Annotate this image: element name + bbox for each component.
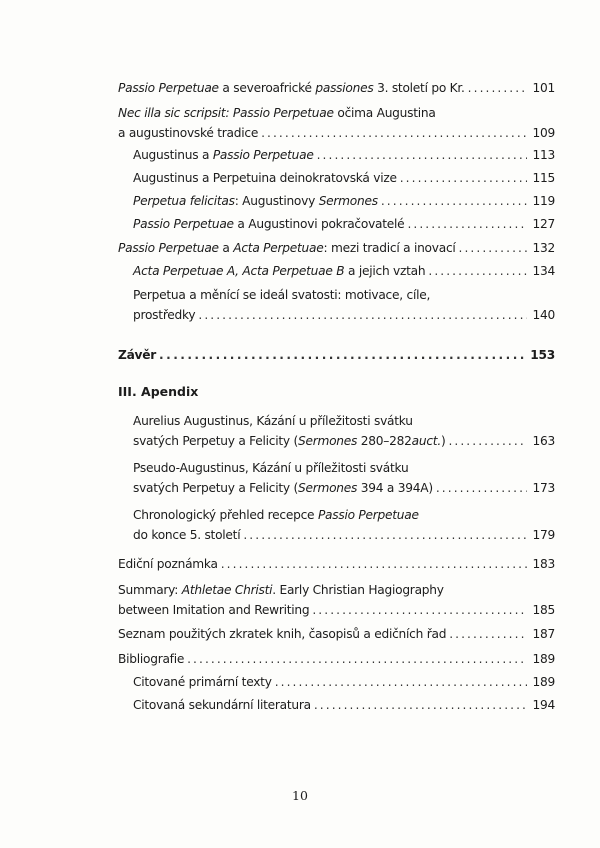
toc-entry-line <box>133 458 555 478</box>
title-segment: between Imitation and Rewriting <box>118 603 310 617</box>
dot-leader <box>275 672 527 692</box>
title-segment: svatých Perpetuy a Felicity ( <box>133 434 298 448</box>
toc-entry-title <box>133 191 378 211</box>
toc-page-number: 179 <box>532 528 555 542</box>
dot-leader <box>314 695 527 715</box>
toc-page-number: 163 <box>532 434 555 448</box>
title-segment: svatých Perpetuy a Felicity ( <box>133 481 298 495</box>
toc-entry-line <box>118 624 555 644</box>
toc-entry-title <box>118 624 446 644</box>
toc-entry-line <box>133 305 555 325</box>
title-segment: a augustinovské tradice <box>118 126 259 140</box>
toc-entry <box>133 458 555 498</box>
dot-leader <box>159 345 526 365</box>
toc-entry-line <box>133 478 555 498</box>
dot-leader <box>261 123 527 143</box>
toc-entry-title <box>133 261 425 281</box>
dot-leader <box>428 261 527 281</box>
title-segment: a Augustinovi pokračovatelé <box>233 217 405 231</box>
toc-entry-line <box>133 285 555 305</box>
toc-page-number: 101 <box>532 81 555 95</box>
toc-entry <box>133 695 555 715</box>
toc-entry-title <box>118 123 258 143</box>
toc-entry-title <box>133 285 430 305</box>
toc-entry-line <box>118 238 555 258</box>
toc-entry-line <box>118 554 555 574</box>
toc-entry <box>118 103 555 143</box>
title-segment: Sermones <box>297 481 358 495</box>
toc-entry-line <box>118 580 555 600</box>
toc-entry-line <box>118 649 555 669</box>
title-segment: Bibliografie <box>118 652 185 666</box>
toc-entry-title <box>118 103 436 123</box>
title-segment: : Augustinovy <box>234 194 319 208</box>
toc-entry-title <box>133 431 445 451</box>
dot-leader <box>449 624 527 644</box>
title-segment: Sermones <box>318 194 378 208</box>
toc-entry-line <box>133 695 555 715</box>
dot-leader <box>381 191 527 211</box>
toc-page-number: 140 <box>532 308 555 322</box>
toc-page-number: 189 <box>532 652 555 666</box>
toc-page-number: 132 <box>532 241 555 255</box>
toc-entry-title <box>133 168 397 188</box>
page-number: 10 <box>292 788 308 803</box>
toc-entry <box>118 580 555 620</box>
toc-page-number: 134 <box>532 264 555 278</box>
dot-leader <box>400 168 527 188</box>
toc-entry <box>133 214 555 234</box>
toc-page-number: 113 <box>532 148 555 162</box>
toc-entry-line <box>133 168 555 188</box>
title-segment: passiones <box>315 81 374 95</box>
toc-entry <box>133 168 555 188</box>
toc-entry-title <box>133 695 311 715</box>
title-segment: Passio Perpetuae <box>118 81 219 95</box>
dot-leader <box>459 238 527 258</box>
section-heading: III. Apendix <box>118 384 199 399</box>
dot-leader <box>187 649 527 669</box>
title-segment: očima Augustina <box>333 106 436 120</box>
dot-leader <box>198 305 527 325</box>
toc-entry-title <box>133 478 433 498</box>
title-segment: Pseudo-Augustinus, Kázání u příležitosti svátku <box>133 461 409 475</box>
toc-entry-title <box>133 411 413 431</box>
toc-entry <box>118 345 555 365</box>
title-segment: Citované primární texty <box>133 675 272 689</box>
title-segment: Závěr <box>118 348 157 362</box>
toc-entry-title <box>133 672 272 692</box>
toc-entry <box>118 78 555 98</box>
toc-entry-title <box>118 580 444 600</box>
title-segment: Seznam použitých zkratek knih, časopisů a edičních řad <box>118 627 447 641</box>
toc-page-number: 153 <box>530 348 555 362</box>
toc-entry <box>133 191 555 211</box>
toc-entry <box>133 411 555 451</box>
title-segment: Summary: <box>118 583 182 597</box>
title-segment: Athletae Christi <box>181 583 273 597</box>
dot-leader <box>436 478 527 498</box>
title-segment: . Early Christian Hagiography <box>272 583 444 597</box>
title-segment: auct. <box>411 434 441 448</box>
title-segment: Passio Perpetuae <box>317 508 419 522</box>
title-segment: Augustinus a Perpetuina deinokratovská vize <box>133 171 397 185</box>
title-segment: Aurelius Augustinus, Kázání u příležitosti svátku <box>133 414 413 428</box>
toc-entry <box>118 624 555 644</box>
toc-entry-line <box>133 672 555 692</box>
toc-entry-title <box>133 214 404 234</box>
toc-entry-line <box>133 191 555 211</box>
toc-page-number: 115 <box>532 171 555 185</box>
toc-entry-title <box>118 345 156 365</box>
dot-leader <box>243 525 527 545</box>
title-segment: ) <box>440 434 446 448</box>
toc-page-number: 119 <box>532 194 555 208</box>
toc-entry-title <box>118 238 456 258</box>
title-segment: 280–282 <box>357 434 412 448</box>
toc-entry-title <box>118 554 218 574</box>
title-segment: Chronologický přehled recepce <box>133 508 318 522</box>
toc-entry <box>133 505 555 545</box>
dot-leader <box>407 214 527 234</box>
toc-page-number: 194 <box>532 698 555 712</box>
title-segment: Augustinus a <box>133 148 213 162</box>
toc-page-number: 109 <box>532 126 555 140</box>
toc-entry-title <box>118 649 184 669</box>
toc-entry <box>133 672 555 692</box>
title-segment: Perpetua a měnící se ideál svatosti: motivace, cíle, <box>133 288 431 302</box>
toc-entry-line <box>133 261 555 281</box>
toc-entry-line <box>133 411 555 431</box>
toc-entry <box>133 261 555 281</box>
title-segment: a jejich vztah <box>344 264 426 278</box>
toc-entry-line <box>118 600 555 620</box>
dot-leader <box>317 145 527 165</box>
toc-entry-line <box>133 214 555 234</box>
toc-entry <box>118 649 555 669</box>
toc-entry <box>133 285 555 325</box>
toc-page-number: 189 <box>532 675 555 689</box>
title-segment: prostředky <box>133 308 196 322</box>
toc-entry-title <box>118 78 465 98</box>
toc-entry-line <box>133 505 555 525</box>
toc-entry-line <box>118 103 555 123</box>
title-segment: Citovaná sekundární literatura <box>133 698 311 712</box>
title-segment: a severoafrické <box>218 81 316 95</box>
toc-entry-title <box>118 600 309 620</box>
title-segment: Passio Perpetuae <box>133 217 234 231</box>
title-segment: : mezi tradicí a inovací <box>323 241 456 255</box>
title-segment: 3. století po Kr. <box>373 81 465 95</box>
title-segment: a <box>218 241 234 255</box>
toc-entry <box>118 238 555 258</box>
title-segment: do konce 5. století <box>133 528 241 542</box>
title-segment: Acta Perpetuae A, Acta Perpetuae B <box>133 264 345 278</box>
title-segment: Ediční poznámka <box>118 557 218 571</box>
title-segment: Acta Perpetuae <box>233 241 324 255</box>
title-segment: Perpetua felicitas <box>133 194 235 208</box>
title-segment: Passio Perpetuae <box>212 148 314 162</box>
toc-entry-title <box>133 305 195 325</box>
toc-entry-line <box>118 345 555 365</box>
toc-entry-line <box>133 525 555 545</box>
toc-page-number: 173 <box>532 481 555 495</box>
toc-entry-title <box>133 145 314 165</box>
title-segment: Passio Perpetuae <box>118 241 219 255</box>
toc-entry-line <box>118 123 555 143</box>
toc-page-number: 183 <box>532 557 555 571</box>
dot-leader <box>448 431 527 451</box>
title-segment: Sermones <box>297 434 358 448</box>
toc-entry-line <box>133 431 555 451</box>
toc-entry-title <box>133 505 419 525</box>
dot-leader <box>312 600 527 620</box>
toc-page-number: 127 <box>532 217 555 231</box>
toc-entry-title <box>133 458 408 478</box>
toc-page-number: 187 <box>532 627 555 641</box>
toc-entry-line <box>118 78 555 98</box>
dot-leader <box>468 78 527 98</box>
toc-entry <box>133 145 555 165</box>
toc-entry-title <box>133 525 240 545</box>
dot-leader <box>221 554 527 574</box>
toc-entry-line <box>133 145 555 165</box>
title-segment: 394 a 394A) <box>357 481 433 495</box>
toc-page-number: 185 <box>532 603 555 617</box>
title-segment: Nec illa sic scripsit: Passio Perpetuae <box>118 106 334 120</box>
toc-entry <box>118 554 555 574</box>
